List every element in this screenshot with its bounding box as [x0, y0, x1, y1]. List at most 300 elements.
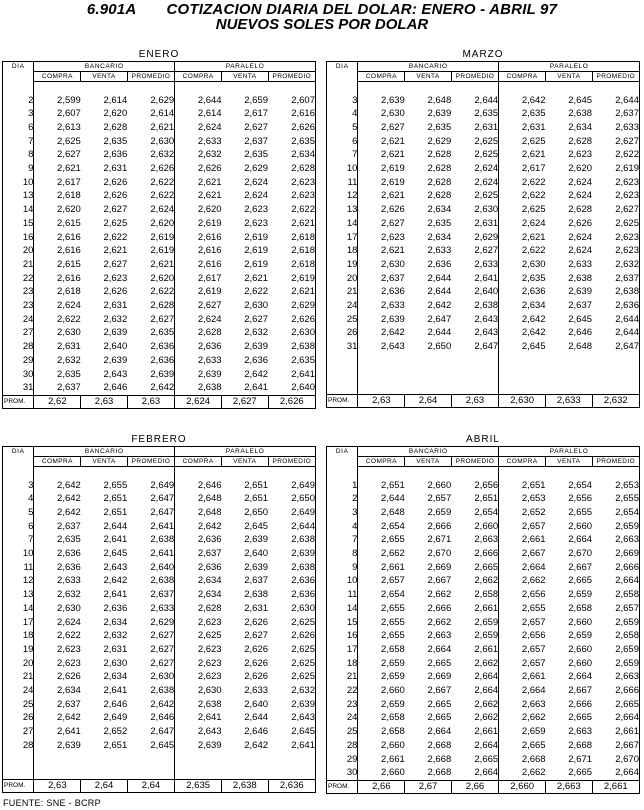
value-cell: 2,656	[451, 479, 498, 493]
day-cell: 3	[327, 94, 358, 108]
value-cell: 2,632	[103, 313, 128, 325]
value-cell: 2,655	[521, 602, 546, 614]
day-cell: 25	[3, 698, 34, 712]
page-subtitle: NUEVOS SOLES POR DOLAR	[215, 16, 429, 33]
value-cell: 2,626	[197, 163, 222, 175]
table-row	[327, 670, 640, 684]
value-cell: 2,634	[197, 589, 222, 601]
table-row	[327, 162, 640, 176]
day-cell: 26	[327, 326, 358, 340]
value-cell: 2,644	[381, 493, 405, 505]
value-cell: 2,621	[197, 176, 222, 188]
value-cell: 2,651	[244, 479, 269, 491]
value-cell: 2,620	[197, 204, 222, 216]
value-cell: 2,658	[381, 712, 405, 724]
value-cell: 2,670	[427, 548, 452, 560]
day-cell: 29	[3, 354, 34, 368]
day-cell: 17	[327, 231, 358, 245]
prom-label: PROM.	[3, 780, 34, 793]
header-paralelo: PARALELO	[499, 447, 640, 457]
table-row	[327, 629, 640, 643]
average-cell: 2,66	[358, 780, 405, 793]
day-cell: 17	[3, 616, 34, 630]
value-cell: 2,652	[521, 506, 546, 518]
value-cell: 2,636	[197, 561, 222, 573]
value-cell: 2,624	[568, 245, 593, 257]
value-cell: 2,654	[592, 506, 639, 520]
value-cell: 2,634	[197, 575, 222, 587]
value-cell: 2,627	[197, 300, 222, 312]
table-row	[3, 506, 316, 520]
value-cell: 2,664	[592, 574, 639, 588]
value-cell: 2,638	[127, 574, 174, 588]
table-row	[3, 492, 316, 506]
value-cell: 2,632	[197, 149, 222, 161]
value-cell: 2,662	[451, 711, 498, 725]
value-cell: 2,642	[521, 313, 546, 325]
table-row	[3, 231, 316, 245]
day-cell: 20	[3, 244, 34, 258]
value-cell: 2,665	[521, 739, 546, 751]
table-row	[327, 299, 640, 313]
value-cell: 2,643	[103, 561, 128, 573]
value-cell: 2,660	[381, 767, 405, 779]
day-cell: 2	[327, 492, 358, 506]
value-cell: 2,668	[521, 753, 546, 765]
value-cell: 2,664	[592, 711, 639, 725]
day-cell: 1	[327, 479, 358, 493]
value-cell: 2,660	[568, 616, 593, 628]
value-cell: 2,639	[568, 286, 593, 298]
table-row	[327, 231, 640, 245]
value-cell: 2,657	[521, 657, 546, 669]
value-cell: 2,618	[268, 231, 315, 245]
day-cell: 19	[3, 643, 34, 657]
table-row	[327, 561, 640, 575]
day-cell: 4	[327, 107, 358, 121]
value-cell: 2,622	[127, 176, 174, 190]
header-compra: COMPRA	[499, 72, 546, 82]
value-cell: 2,642	[427, 300, 452, 312]
value-cell: 2,642	[127, 698, 174, 712]
value-cell: 2,637	[127, 588, 174, 602]
table-row	[3, 135, 316, 149]
value-cell: 2,627	[451, 244, 498, 258]
month-title: ENERO	[138, 49, 180, 60]
table-row	[3, 670, 316, 684]
title-text: COTIZACION DIARIA DEL DOLAR: ENERO - ABRIL 97	[166, 1, 558, 18]
table-row	[3, 258, 316, 272]
table-row	[3, 244, 316, 258]
day-cell: 12	[3, 574, 34, 588]
average-row	[3, 395, 316, 408]
day-cell: 20	[327, 272, 358, 286]
value-cell: 2,664	[451, 684, 498, 698]
value-cell: 2,624	[197, 121, 222, 133]
day-cell: 16	[3, 231, 34, 245]
value-cell: 2,667	[568, 685, 593, 697]
value-cell: 2,655	[381, 630, 405, 642]
value-cell: 2,639	[381, 313, 405, 325]
table-row	[3, 381, 316, 395]
day-cell: 13	[3, 588, 34, 602]
value-cell: 2,640	[268, 381, 315, 395]
value-cell: 2,625	[57, 135, 81, 147]
value-cell: 2,631	[103, 163, 128, 175]
day-cell: 30	[3, 368, 34, 382]
value-cell: 2,618	[268, 244, 315, 258]
table-row	[3, 602, 316, 616]
value-cell: 2,644	[268, 520, 315, 534]
table-row	[3, 340, 316, 354]
table-row	[327, 285, 640, 299]
value-cell: 2,639	[268, 698, 315, 712]
value-cell: 2,630	[244, 300, 269, 312]
value-cell: 2,622	[127, 189, 174, 203]
value-cell: 2,646	[127, 711, 174, 725]
value-cell: 2,655	[381, 616, 405, 628]
value-cell: 2,629	[427, 135, 452, 147]
value-cell: 2,617	[197, 272, 222, 284]
day-cell: 7	[327, 148, 358, 162]
value-cell: 2,642	[381, 327, 405, 339]
value-cell: 2,669	[592, 547, 639, 561]
value-cell: 2,619	[268, 272, 315, 286]
month-title: FEBRERO	[131, 434, 187, 445]
table-row	[327, 711, 640, 725]
day-cell: 24	[327, 711, 358, 725]
value-cell: 2,646	[197, 479, 222, 491]
value-cell: 2,625	[451, 189, 498, 203]
day-cell: 24	[3, 313, 34, 327]
day-cell: 12	[327, 189, 358, 203]
average-cell: 2,661	[592, 780, 639, 793]
value-cell: 2,633	[127, 602, 174, 616]
value-cell: 2,659	[451, 629, 498, 643]
value-cell: 2,627	[127, 313, 174, 327]
header-compra: COMPRA	[34, 457, 81, 467]
value-cell: 2,658	[592, 629, 639, 643]
value-cell: 2,622	[57, 630, 81, 642]
value-cell: 2,639	[103, 354, 128, 366]
value-cell: 2,637	[57, 520, 81, 532]
source-note: FUENTE: SNE - BCRP	[3, 798, 101, 808]
day-cell: 28	[3, 739, 34, 753]
value-cell: 2,645	[103, 548, 128, 560]
table-row	[327, 684, 640, 698]
value-cell: 2,638	[244, 589, 269, 601]
value-cell: 2,660	[381, 739, 405, 751]
day-cell: 7	[3, 533, 34, 547]
value-cell: 2,634	[103, 671, 128, 683]
value-cell: 2,617	[521, 163, 546, 175]
average-row	[3, 780, 316, 793]
day-cell: 30	[327, 766, 358, 780]
value-cell: 2,622	[57, 313, 81, 325]
value-cell: 2,660	[568, 657, 593, 669]
value-cell: 2,624	[244, 176, 269, 188]
value-cell: 2,619	[592, 162, 639, 176]
day-cell: 8	[3, 148, 34, 162]
value-cell: 2,626	[244, 616, 269, 628]
value-cell: 2,624	[197, 313, 222, 325]
header-compra: COMPRA	[175, 457, 222, 467]
value-cell: 2,624	[127, 203, 174, 217]
value-cell: 2,627	[244, 121, 269, 133]
value-cell: 2,642	[521, 94, 546, 106]
value-cell: 2,628	[568, 204, 593, 216]
header-compra: COMPRA	[358, 457, 405, 467]
value-cell: 2,664	[521, 561, 546, 573]
value-cell: 2,636	[103, 602, 128, 614]
value-cell: 2,651	[521, 479, 546, 491]
value-cell: 2,623	[381, 231, 405, 243]
value-cell: 2,615	[57, 217, 81, 229]
value-cell: 2,621	[521, 231, 546, 243]
value-cell: 2,616	[57, 245, 81, 257]
value-cell: 2,634	[57, 685, 81, 697]
value-cell: 2,636	[103, 149, 128, 161]
value-cell: 2,622	[268, 203, 315, 217]
day-cell: 14	[3, 602, 34, 616]
table-row	[3, 739, 316, 753]
value-cell: 2,628	[427, 190, 452, 202]
value-cell: 2,630	[197, 685, 222, 697]
value-cell: 2,644	[244, 712, 269, 724]
value-cell: 2,663	[451, 533, 498, 547]
value-cell: 2,622	[244, 286, 269, 298]
value-cell: 2,666	[592, 684, 639, 698]
table-row	[3, 107, 316, 121]
value-cell: 2,641	[103, 685, 128, 697]
value-cell: 2,659	[381, 657, 405, 669]
value-cell: 2,662	[451, 698, 498, 712]
value-cell: 2,650	[268, 492, 315, 506]
value-cell: 2,626	[103, 176, 128, 188]
table-row	[327, 94, 640, 108]
header-bancario: BANCARIO	[34, 447, 175, 457]
value-cell: 2,626	[57, 671, 81, 683]
table-row	[3, 574, 316, 588]
day-cell: 11	[327, 588, 358, 602]
value-cell: 2,637	[381, 272, 405, 284]
day-cell: 27	[3, 326, 34, 340]
table-row	[327, 657, 640, 671]
value-cell: 2,637	[592, 107, 639, 121]
average-cell: 2,62	[34, 395, 81, 408]
value-cell: 2,617	[57, 176, 81, 188]
day-cell: 5	[327, 121, 358, 135]
value-cell: 2,668	[427, 767, 452, 779]
value-cell: 2,623	[592, 176, 639, 190]
header-promedio: PROMEDIO	[127, 72, 174, 82]
prom-label: PROM.	[327, 780, 358, 793]
value-cell: 2,665	[592, 698, 639, 712]
value-cell: 2,614	[103, 94, 128, 106]
value-cell: 2,624	[57, 300, 81, 312]
table-row	[3, 547, 316, 561]
value-cell: 2,667	[521, 548, 546, 560]
day-cell: 24	[3, 684, 34, 698]
value-cell: 2,647	[127, 492, 174, 506]
average-cell: 2,67	[405, 780, 451, 793]
value-cell: 2,651	[103, 506, 128, 518]
value-cell: 2,641	[103, 589, 128, 601]
table-row	[327, 121, 640, 135]
value-cell: 2,662	[427, 616, 452, 628]
average-cell: 2,63	[81, 395, 127, 408]
value-cell: 2,621	[244, 272, 269, 284]
value-cell: 2,627	[592, 135, 639, 149]
value-cell: 2,626	[103, 286, 128, 298]
day-cell: 14	[327, 602, 358, 616]
value-cell: 2,620	[127, 272, 174, 286]
value-cell: 2,626	[268, 121, 315, 135]
value-cell: 2,651	[103, 739, 128, 751]
value-cell: 2,631	[521, 121, 546, 133]
value-cell: 2,643	[451, 326, 498, 340]
value-cell: 2,654	[451, 506, 498, 520]
value-cell: 2,642	[244, 368, 269, 380]
header-venta: VENTA	[222, 457, 268, 467]
header-compra: COMPRA	[358, 72, 405, 82]
value-cell: 2,607	[268, 94, 315, 108]
value-cell: 2,626	[381, 204, 405, 216]
value-cell: 2,634	[427, 231, 452, 243]
value-cell: 2,661	[592, 725, 639, 739]
header-paralelo: PARALELO	[175, 62, 316, 72]
value-cell: 2,625	[592, 217, 639, 231]
value-cell: 2,619	[127, 244, 174, 258]
value-cell: 2,634	[568, 121, 593, 133]
value-cell: 2,631	[451, 121, 498, 135]
header-bancario: BANCARIO	[358, 62, 499, 72]
value-cell: 2,650	[244, 506, 269, 518]
value-cell: 2,619	[244, 231, 269, 243]
day-cell: 2	[3, 94, 34, 108]
value-cell: 2,642	[57, 479, 81, 491]
average-cell: 2,660	[499, 780, 546, 793]
table-row	[327, 766, 640, 780]
day-cell: 29	[327, 753, 358, 767]
value-cell: 2,640	[244, 698, 269, 710]
rate-table	[2, 446, 316, 793]
value-cell: 2,645	[568, 313, 593, 325]
day-cell: 20	[3, 657, 34, 671]
value-cell: 2,667	[592, 739, 639, 753]
day-cell: 6	[327, 135, 358, 149]
value-cell: 2,641	[197, 712, 222, 724]
value-cell: 2,644	[592, 326, 639, 340]
value-cell: 2,622	[521, 245, 546, 257]
table-row	[3, 588, 316, 602]
table-row	[327, 492, 640, 506]
header-bancario: BANCARIO	[358, 447, 499, 457]
value-cell: 2,661	[381, 753, 405, 765]
value-cell: 2,658	[381, 726, 405, 738]
value-cell: 2,668	[568, 739, 593, 751]
value-cell: 2,630	[451, 203, 498, 217]
value-cell: 2,628	[268, 162, 315, 176]
value-cell: 2,661	[451, 643, 498, 657]
value-cell: 2,629	[127, 94, 174, 108]
value-cell: 2,639	[244, 534, 269, 546]
table-code: 6.901A	[86, 1, 137, 18]
value-cell: 2,643	[451, 313, 498, 327]
value-cell: 2,637	[244, 575, 269, 587]
value-cell: 2,613	[57, 121, 81, 133]
value-cell: 2,666	[592, 561, 639, 575]
value-cell: 2,668	[427, 739, 452, 751]
table-row	[327, 574, 640, 588]
value-cell: 2,636	[127, 340, 174, 354]
day-cell: 10	[327, 162, 358, 176]
header-promedio: PROMEDIO	[268, 72, 315, 82]
value-cell: 2,640	[127, 561, 174, 575]
table-row	[327, 520, 640, 534]
value-cell: 2,623	[244, 204, 269, 216]
value-cell: 2,643	[197, 726, 222, 738]
value-cell: 2,642	[197, 520, 222, 532]
day-cell: 3	[327, 506, 358, 520]
value-cell: 2,656	[521, 589, 546, 601]
value-cell: 2,669	[427, 561, 452, 573]
table-row	[327, 753, 640, 767]
value-cell: 2,621	[381, 190, 405, 202]
table-row	[327, 725, 640, 739]
table-row	[3, 326, 316, 340]
table-row	[3, 217, 316, 231]
header-promedio: PROMEDIO	[451, 457, 498, 467]
table-row	[3, 121, 316, 135]
value-cell: 2,623	[268, 189, 315, 203]
day-cell: 9	[3, 162, 34, 176]
value-cell: 2,658	[451, 588, 498, 602]
value-cell: 2,635	[521, 108, 546, 120]
value-cell: 2,648	[197, 493, 222, 505]
header-dia: DIA	[3, 447, 34, 467]
value-cell: 2,655	[103, 479, 128, 491]
value-cell: 2,659	[592, 520, 639, 534]
table-row	[3, 148, 316, 162]
average-cell: 2,624	[175, 395, 222, 408]
value-cell: 2,619	[127, 231, 174, 245]
value-cell: 2,660	[568, 520, 593, 532]
value-cell: 2,627	[57, 149, 81, 161]
value-cell: 2,638	[197, 698, 222, 710]
table-row	[3, 285, 316, 299]
average-cell: 2,630	[499, 395, 546, 408]
value-cell: 2,619	[244, 258, 269, 270]
value-cell: 2,644	[427, 286, 452, 298]
value-cell: 2,623	[268, 176, 315, 190]
rate-table	[326, 446, 640, 794]
value-cell: 2,646	[568, 327, 593, 339]
value-cell: 2,640	[103, 341, 128, 353]
header-venta: VENTA	[405, 72, 451, 82]
value-cell: 2,659	[592, 616, 639, 630]
value-cell: 2,665	[451, 561, 498, 575]
value-cell: 2,653	[521, 493, 546, 505]
value-cell: 2,619	[244, 245, 269, 257]
page-title	[0, 2, 644, 17]
value-cell: 2,664	[568, 534, 593, 546]
value-cell: 2,643	[381, 341, 405, 353]
value-cell: 2,664	[451, 670, 498, 684]
value-cell: 2,660	[381, 685, 405, 697]
value-cell: 2,623	[568, 149, 593, 161]
average-cell: 2,64	[127, 780, 174, 793]
